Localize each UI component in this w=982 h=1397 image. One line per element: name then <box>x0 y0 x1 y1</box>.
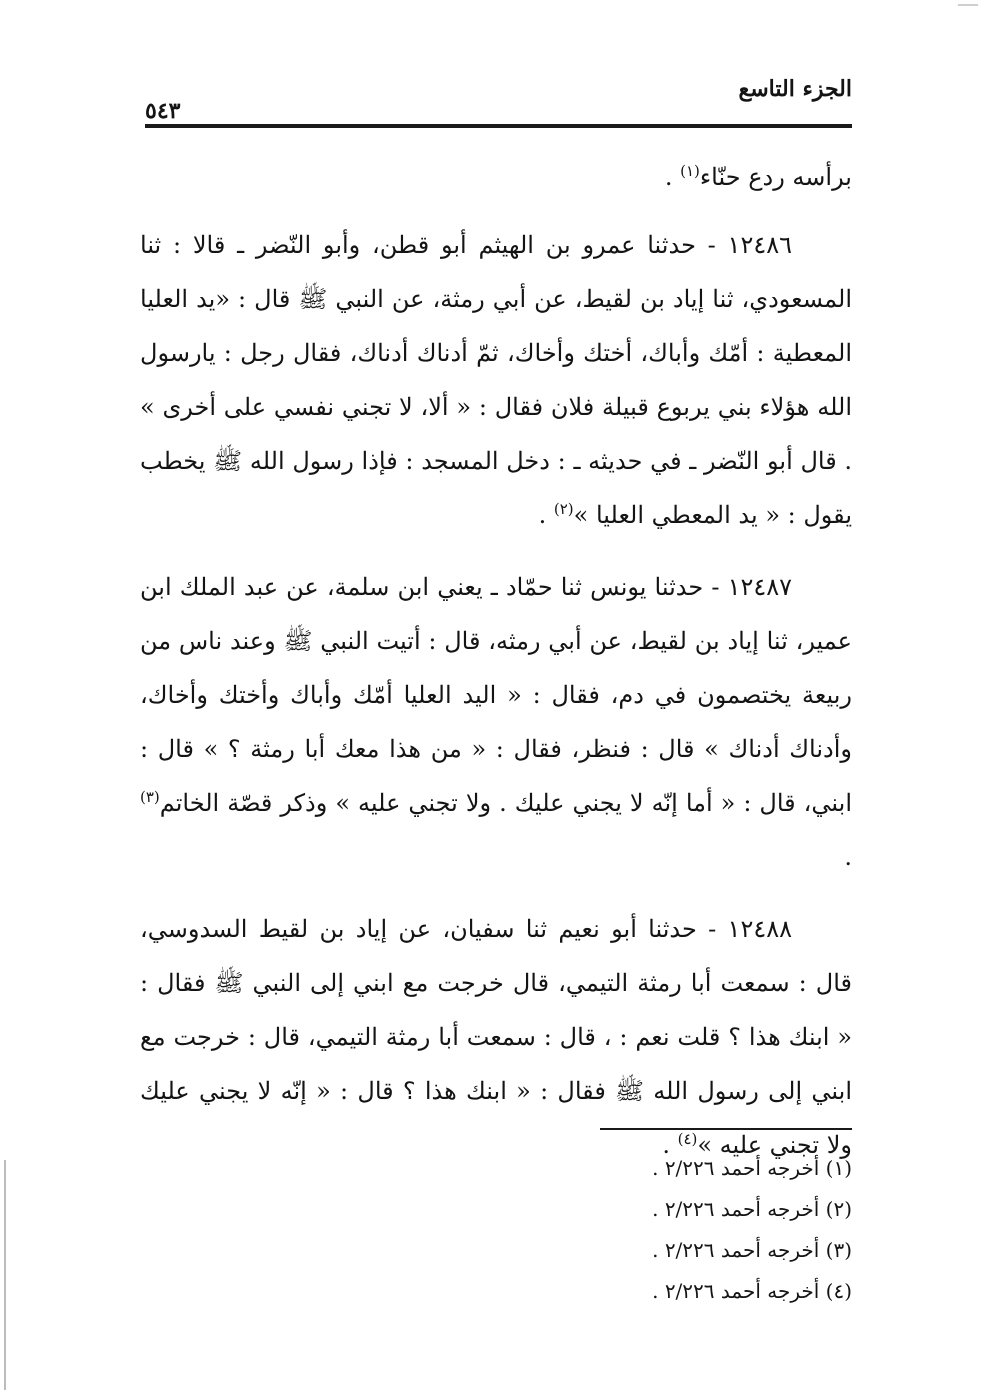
paragraph-text: - حدثنا أبو نعيم ثنا سفيان، عن إياد بن لقيط السدوسي، قال : سمعت أبا رمثة التيمي، قال خرجت مع ابني إلى النبي ﷺ فقال : « ابنك هذا ؟ قلت نعم : ، قال : سمعت أبا رمثة التيمي، قال : خرجت مع ابني إلى رسول الله ﷺ فقال : « ابنك هذا ؟ قال : « إنّه لا يجني عليك ولا تجني عليه » <box>140 915 852 1159</box>
page-header <box>145 70 852 130</box>
hadith-number: ١٢٤٨٨ <box>727 915 792 943</box>
paragraph-text: برأسه ردع حنّاء <box>699 163 852 191</box>
header-rule <box>145 124 852 128</box>
footnote-marker: (٢) <box>553 500 574 518</box>
running-title: الجزء التاسع <box>738 76 852 102</box>
footnote-marker: (٤) <box>677 1130 698 1148</box>
hadith-paragraph <box>140 560 852 884</box>
footnote-marker: (١) <box>680 162 700 180</box>
hadith-number: ١٢٤٨٧ <box>727 573 793 601</box>
paragraph-end: . <box>664 163 681 191</box>
paragraph-end: . <box>844 843 852 871</box>
paragraph-continuation <box>140 150 852 204</box>
footnote-marker: (٣) <box>140 788 160 806</box>
footnote: (٢) أخرجه أحمد ٢/٢٢٦ . <box>652 1197 852 1221</box>
paragraph-end: . <box>662 1131 678 1159</box>
body-text <box>140 150 852 1190</box>
paragraph-text: - حدثنا عمرو بن الهيثم أبو قطن، وأبو النّضر ـ قالا : ثنا المسعودي، ثنا إياد بن لقيط، عن أبي رمثة، عن النبي ﷺ قال : «يد العليا المعطية : أمّك وأباك، أختك وأخاك، ثمّ أدناك أدناك، فقال رجل : يارسول الله هؤلاء بني يربوع قبيلة فلان فقال : « ألا، لا تجني نفسي على أخرى » . قال أبو النّضر ـ في حديثه ـ : دخل المسجد : فإذا رسول الله ﷺ يخطب يقول : « يد المعطي العليا » <box>140 231 852 529</box>
footnote: (٤) أخرجه أحمد ٢/٢٢٦ . <box>652 1279 852 1303</box>
footnote: (٣) أخرجه أحمد ٢/٢٢٦ . <box>652 1238 852 1262</box>
hadith-paragraph <box>140 218 852 542</box>
page-number: ٥٤٣ <box>145 98 181 124</box>
scan-edge-line <box>4 1160 6 1390</box>
footnote: (١) أخرجه أحمد ٢/٢٢٦ . <box>652 1156 852 1180</box>
paragraph-text: - حدثنا يونس ثنا حمّاد ـ يعني ابن سلمة، عن عبد الملك ابن عمير، ثنا إياد بن لقيط، عن أبي رمثه، قال : أتيت النبي ﷺ وعند ناس من ربيعة يختصمون في دم، فقال : « اليد العليا أمّك وأباك وأختك وأخاك، وأدناك أدناك » قال : فنظر، فقال : « من هذا معك أبا رمثة ؟ » قال : ابني، قال : « أما إنّه لا يجني عليك . ولا تجني عليه » وذكر قصّة الخاتم <box>140 573 852 817</box>
paragraph-end: . <box>538 501 554 529</box>
hadith-number: ١٢٤٨٦ <box>727 231 792 259</box>
scan-corner-mark <box>958 4 978 6</box>
footnote-rule <box>600 1128 852 1130</box>
hadith-paragraph <box>140 902 852 1172</box>
footnotes <box>452 1148 852 1312</box>
